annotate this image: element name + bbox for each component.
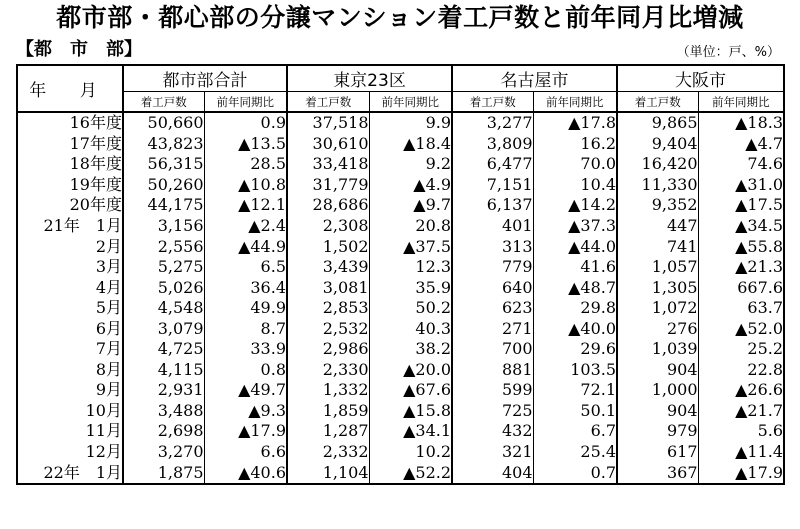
row-label: 7月	[95, 339, 122, 359]
cell-yoy: ▲37.3	[533, 216, 617, 237]
cell-yoy: ▲21.7	[698, 401, 784, 422]
cell-yoy: ▲52.2	[369, 462, 452, 484]
cell-starts: 3,488	[123, 401, 204, 422]
table-row	[17, 277, 784, 298]
cell-starts: 5,026	[123, 277, 204, 298]
cell-starts: 313	[452, 236, 533, 257]
cell-starts: 1,104	[287, 462, 369, 484]
cell-starts: 11,330	[617, 175, 698, 196]
cell-starts: 1,072	[617, 298, 698, 319]
year-month-header: 年 月	[17, 65, 123, 112]
row-label: 3月	[95, 257, 122, 277]
cell-starts: 271	[452, 318, 533, 339]
cell-yoy: ▲9.3	[204, 401, 287, 422]
row-label: 17年度	[69, 133, 122, 153]
cell-starts: 6,137	[452, 195, 533, 216]
cell-yoy: 36.4	[204, 277, 287, 298]
cell-yoy: 9.9	[369, 112, 452, 134]
row-label: 16年度	[69, 113, 122, 133]
cell-starts: 9,352	[617, 195, 698, 216]
cell-yoy: 29.6	[533, 339, 617, 360]
cell-starts: 599	[452, 380, 533, 401]
cell-yoy: 49.9	[204, 298, 287, 319]
cell-starts: 1,305	[617, 277, 698, 298]
table-row	[17, 298, 784, 319]
cell-yoy: 35.9	[369, 277, 452, 298]
cell-yoy: 8.7	[204, 318, 287, 339]
cell-yoy: 12.3	[369, 257, 452, 278]
cell-starts: 6,477	[452, 154, 533, 175]
cell-yoy: 41.6	[533, 257, 617, 278]
cell-starts: 2,308	[287, 216, 369, 237]
cell-starts: 1,057	[617, 257, 698, 278]
cell-starts: 3,277	[452, 112, 533, 134]
cell-yoy: 25.4	[533, 442, 617, 463]
cell-yoy: ▲10.8	[204, 175, 287, 196]
cell-yoy: ▲17.8	[533, 112, 617, 134]
cell-starts: 881	[452, 360, 533, 381]
row-label: 20年度	[69, 195, 122, 215]
cell-starts: 3,809	[452, 134, 533, 155]
cell-yoy: ▲17.9	[698, 462, 784, 484]
cell-yoy: ▲4.9	[369, 175, 452, 196]
cell-yoy: 70.0	[533, 154, 617, 175]
cell-yoy: 10.4	[533, 175, 617, 196]
cell-yoy: 6.5	[204, 257, 287, 278]
cell-starts: 1,502	[287, 236, 369, 257]
subheader-yoy: 前年同期比	[369, 92, 452, 113]
cell-starts: 2,332	[287, 442, 369, 463]
cell-yoy: ▲67.6	[369, 380, 452, 401]
cell-yoy: ▲9.7	[369, 195, 452, 216]
cell-yoy: 0.9	[204, 112, 287, 134]
cell-yoy: ▲40.6	[204, 462, 287, 484]
cell-starts: 9,865	[617, 112, 698, 134]
cell-yoy: 6.7	[533, 421, 617, 442]
cell-starts: 2,931	[123, 380, 204, 401]
table-row	[17, 421, 784, 442]
row-label: 9月	[95, 380, 122, 400]
cell-starts: 4,725	[123, 339, 204, 360]
cell-yoy: 667.6	[698, 277, 784, 298]
cell-starts: 33,418	[287, 154, 369, 175]
cell-yoy: ▲14.2	[533, 195, 617, 216]
cell-starts: 56,315	[123, 154, 204, 175]
row-label: 18年度	[69, 154, 122, 174]
cell-starts: 401	[452, 216, 533, 237]
table-row	[17, 442, 784, 463]
cell-starts: 31,779	[287, 175, 369, 196]
cell-yoy: 0.8	[204, 360, 287, 381]
cell-yoy: 28.5	[204, 154, 287, 175]
cell-yoy: 50.2	[369, 298, 452, 319]
cell-starts: 741	[617, 236, 698, 257]
unit-note: （単位：戸、%）	[676, 45, 780, 60]
table-row	[17, 401, 784, 422]
cell-yoy: 103.5	[533, 360, 617, 381]
cell-starts: 1,332	[287, 380, 369, 401]
region-header-tokyo-23: 東京23区	[287, 65, 452, 92]
table-row	[17, 462, 784, 484]
cell-yoy: ▲13.5	[204, 134, 287, 155]
subheader-yoy: 前年同期比	[204, 92, 287, 113]
cell-yoy: 20.8	[369, 216, 452, 237]
cell-yoy: 74.6	[698, 154, 784, 175]
cell-yoy: ▲37.5	[369, 236, 452, 257]
cell-starts: 9,404	[617, 134, 698, 155]
cell-starts: 432	[452, 421, 533, 442]
cell-starts: 28,686	[287, 195, 369, 216]
cell-yoy: ▲34.5	[698, 216, 784, 237]
cell-yoy: 10.2	[369, 442, 452, 463]
cell-yoy: ▲34.1	[369, 421, 452, 442]
cell-starts: 623	[452, 298, 533, 319]
cell-yoy: ▲44.0	[533, 236, 617, 257]
row-label: 8月	[95, 359, 122, 379]
cell-starts: 276	[617, 318, 698, 339]
cell-yoy: ▲26.6	[698, 380, 784, 401]
cell-starts: 30,610	[287, 134, 369, 155]
cell-yoy: ▲21.3	[698, 257, 784, 278]
cell-yoy: ▲18.3	[698, 112, 784, 134]
region-header-osaka: 大阪市	[617, 65, 784, 92]
table-row	[17, 154, 784, 175]
cell-yoy: 16.2	[533, 134, 617, 155]
cell-yoy: 29.8	[533, 298, 617, 319]
cell-starts: 3,270	[123, 442, 204, 463]
cell-starts: 1,287	[287, 421, 369, 442]
cell-yoy: ▲12.1	[204, 195, 287, 216]
cell-starts: 617	[617, 442, 698, 463]
cell-starts: 1,875	[123, 462, 204, 484]
cell-starts: 904	[617, 360, 698, 381]
cell-starts: 2,853	[287, 298, 369, 319]
cell-yoy: ▲17.5	[698, 195, 784, 216]
cell-yoy: ▲40.0	[533, 318, 617, 339]
cell-yoy: ▲2.4	[204, 216, 287, 237]
region-header-urban-total: 都市部合計	[123, 65, 287, 92]
table-row	[17, 216, 784, 237]
row-label: 6月	[95, 318, 122, 338]
row-label: 22年 1月	[43, 462, 122, 482]
cell-starts: 640	[452, 277, 533, 298]
table-row	[17, 257, 784, 278]
subheader-starts: 着工戸数	[123, 92, 204, 113]
page-title: 都市部・都心部の分譲マンション着工戸数と前年同月比増減	[56, 3, 744, 32]
cell-yoy: ▲11.4	[698, 442, 784, 463]
cell-starts: 7,151	[452, 175, 533, 196]
cell-starts: 700	[452, 339, 533, 360]
cell-starts: 447	[617, 216, 698, 237]
cell-yoy: 33.9	[204, 339, 287, 360]
cell-starts: 779	[452, 257, 533, 278]
cell-yoy: 0.7	[533, 462, 617, 484]
subheader-starts: 着工戸数	[452, 92, 533, 113]
row-label: 12月	[85, 442, 122, 462]
cell-starts: 2,330	[287, 360, 369, 381]
region-header-nagoya: 名古屋市	[452, 65, 617, 92]
row-label: 21年 1月	[43, 216, 122, 235]
cell-yoy: 5.6	[698, 421, 784, 442]
row-label: 11月	[85, 421, 122, 441]
cell-yoy: 72.1	[533, 380, 617, 401]
cell-starts: 1,039	[617, 339, 698, 360]
cell-yoy: 25.2	[698, 339, 784, 360]
table-row	[17, 360, 784, 381]
cell-starts: 4,115	[123, 360, 204, 381]
cell-starts: 37,518	[287, 112, 369, 134]
cell-starts: 50,660	[123, 112, 204, 134]
row-label: 2月	[95, 236, 122, 256]
cell-starts: 1,000	[617, 380, 698, 401]
table-row	[17, 112, 784, 134]
cell-starts: 404	[452, 462, 533, 484]
cell-starts: 3,079	[123, 318, 204, 339]
cell-starts: 50,260	[123, 175, 204, 196]
section-label: 【都 市 部】	[16, 39, 142, 60]
cell-yoy: 38.2	[369, 339, 452, 360]
cell-starts: 16,420	[617, 154, 698, 175]
cell-starts: 1,859	[287, 401, 369, 422]
cell-starts: 2,532	[287, 318, 369, 339]
cell-starts: 44,175	[123, 195, 204, 216]
cell-yoy: 22.8	[698, 360, 784, 381]
cell-yoy: ▲55.8	[698, 236, 784, 257]
cell-starts: 367	[617, 462, 698, 484]
cell-starts: 3,156	[123, 216, 204, 237]
cell-yoy: 63.7	[698, 298, 784, 319]
cell-yoy: ▲20.0	[369, 360, 452, 381]
cell-yoy: ▲44.9	[204, 236, 287, 257]
table-row	[17, 380, 784, 401]
cell-yoy: 9.2	[369, 154, 452, 175]
subheader-starts: 着工戸数	[617, 92, 698, 113]
table-row	[17, 175, 784, 196]
cell-yoy: ▲52.0	[698, 318, 784, 339]
subheader-starts: 着工戸数	[287, 92, 369, 113]
cell-yoy: ▲49.7	[204, 380, 287, 401]
cell-starts: 725	[452, 401, 533, 422]
cell-starts: 2,698	[123, 421, 204, 442]
cell-starts: 3,439	[287, 257, 369, 278]
cell-starts: 979	[617, 421, 698, 442]
cell-starts: 2,556	[123, 236, 204, 257]
cell-starts: 3,081	[287, 277, 369, 298]
table-row	[17, 195, 784, 216]
row-label: 10月	[85, 400, 122, 420]
row-label: 19年度	[69, 174, 122, 194]
table-row	[17, 318, 784, 339]
data-table	[16, 64, 785, 485]
cell-yoy: ▲4.7	[698, 134, 784, 155]
row-label: 4月	[95, 277, 122, 297]
cell-yoy: ▲31.0	[698, 175, 784, 196]
cell-starts: 904	[617, 401, 698, 422]
cell-starts: 43,823	[123, 134, 204, 155]
cell-yoy: 6.6	[204, 442, 287, 463]
cell-yoy: ▲17.9	[204, 421, 287, 442]
cell-yoy: ▲48.7	[533, 277, 617, 298]
cell-starts: 4,548	[123, 298, 204, 319]
cell-yoy: 50.1	[533, 401, 617, 422]
cell-yoy: 40.3	[369, 318, 452, 339]
subheader-yoy: 前年同期比	[698, 92, 784, 113]
table-row	[17, 236, 784, 257]
cell-starts: 321	[452, 442, 533, 463]
cell-yoy: ▲15.8	[369, 401, 452, 422]
cell-starts: 5,275	[123, 257, 204, 278]
row-label: 5月	[95, 298, 122, 318]
table-row	[17, 134, 784, 155]
table-row	[17, 339, 784, 360]
subheader-yoy: 前年同期比	[533, 92, 617, 113]
cell-yoy: ▲18.4	[369, 134, 452, 155]
cell-starts: 2,986	[287, 339, 369, 360]
